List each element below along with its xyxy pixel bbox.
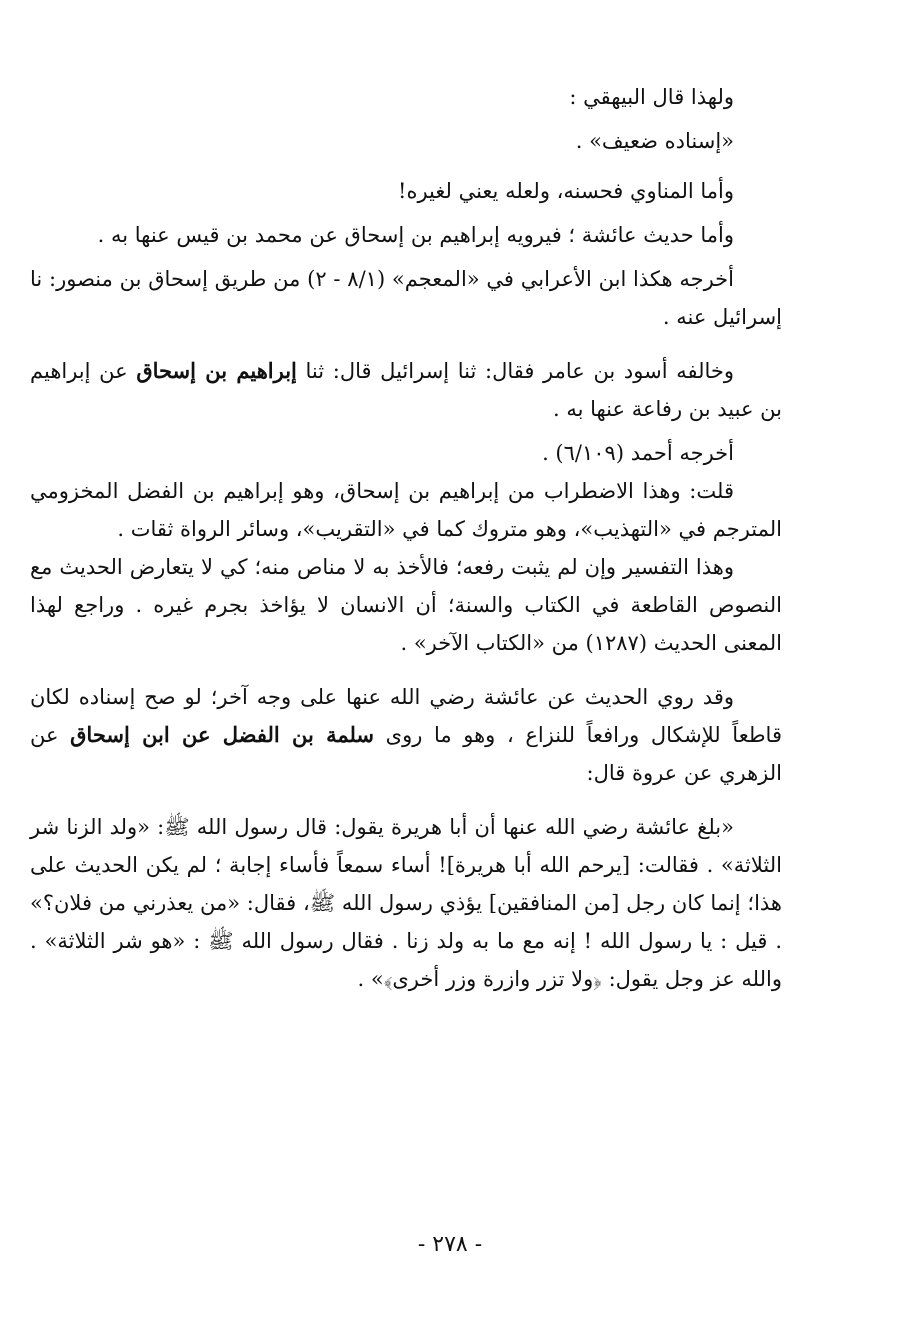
paragraph-ibn-arabi-takhrij: أخرجه هكذا ابن الأعرابي في «المعجم» (٨/١ - ٢) من طريق إسحاق بن منصور: نا إسرائيل عنه .: [30, 267, 782, 329]
narrator-name-bold: إبراهيم بن إسحاق: [136, 358, 297, 383]
paragraph-ahmad-takhrij: أخرجه أحمد (٦/١٠٩) .: [542, 441, 734, 465]
page-body: [30, 70, 782, 998]
paragraph-other-text-b: عن الزهري عن عروة قال:: [30, 723, 782, 785]
paragraph-tafsir-comment: وهذا التفسير وإن لم يثبت رفعه؛ فالأخذ به لا مناص منه؛ كي لا يتعارض الحديث مع النصوص القاطعة في الكتاب والسنة؛ أن الانسان لا يؤاخذ بجرم غيره . وراجع لهذا المعنى الحديث (١٢٨٧) من «الكتاب الآخر» .: [30, 555, 782, 655]
paragraph-other-narration: [30, 678, 782, 792]
paragraph-hadith-quote: «بلغ عائشة رضي الله عنها أن أبا هريرة يقول: قال رسول الله ﷺ: «ولد الزنا شر الثلاثة» . فقالت: [يرحم الله أبا هريرة]! أساء سمعاً فأساء إجابة ؛ لم يكن الحديث على هذا؛ إنما كان رجل [من المنافقين] يؤذي رسول الله ﷺ، فقال: «من يعذرني من فلان؟» . قيل : يا رسول الله ! إنه مع ما به ولد زنا . فقال رسول الله ﷺ : «هو شر الثلاثة» . والله عز وجل يقول: ﴿ولا تزر وازرة وزر أخرى﴾» .: [30, 815, 782, 991]
paragraph-aisha-hadith: وأما حديث عائشة ؛ فيرويه إبراهيم بن إسحاق عن محمد بن قيس عنها به .: [97, 223, 734, 247]
paragraph-bayhaqi-intro: ولهذا قال البيهقي :: [569, 85, 734, 109]
paragraph-aswad-text-b: عن إبراهيم بن عبيد بن رفاعة عنها به .: [30, 359, 782, 421]
paragraph-munawi: وأما المناوي فحسنه، ولعله يعني لغيره!: [398, 179, 734, 203]
page-number: - ٢٧٨ -: [417, 1232, 483, 1257]
paragraph-other-text-a: وقد روي الحديث عن عائشة رضي الله عنها على وجه آخر؛ لو صح إسناده لكان قاطعاً للإشكال ورافعاً للنزاع ، وهو ما روى: [30, 685, 782, 747]
paragraph-idtirab-comment: قلت: وهذا الاضطراب من إبراهيم بن إسحاق، وهو إبراهيم بن الفضل المخزومي المترجم في «التهذيب»، وهو متروك كما في «التقريب»، وسائر الرواة ثقات .: [30, 479, 782, 541]
paragraph-aswad-text-a: وخالفه أسود بن عامر فقال: ثنا إسرائيل قال: ثنا: [296, 359, 735, 383]
paragraph-aswad-ibn-amir: [30, 352, 782, 428]
isnad-bold: سلمة بن الفضل عن ابن إسحاق: [70, 722, 375, 747]
paragraph-isnad-weak: «إسناده ضعيف» .: [575, 129, 734, 153]
